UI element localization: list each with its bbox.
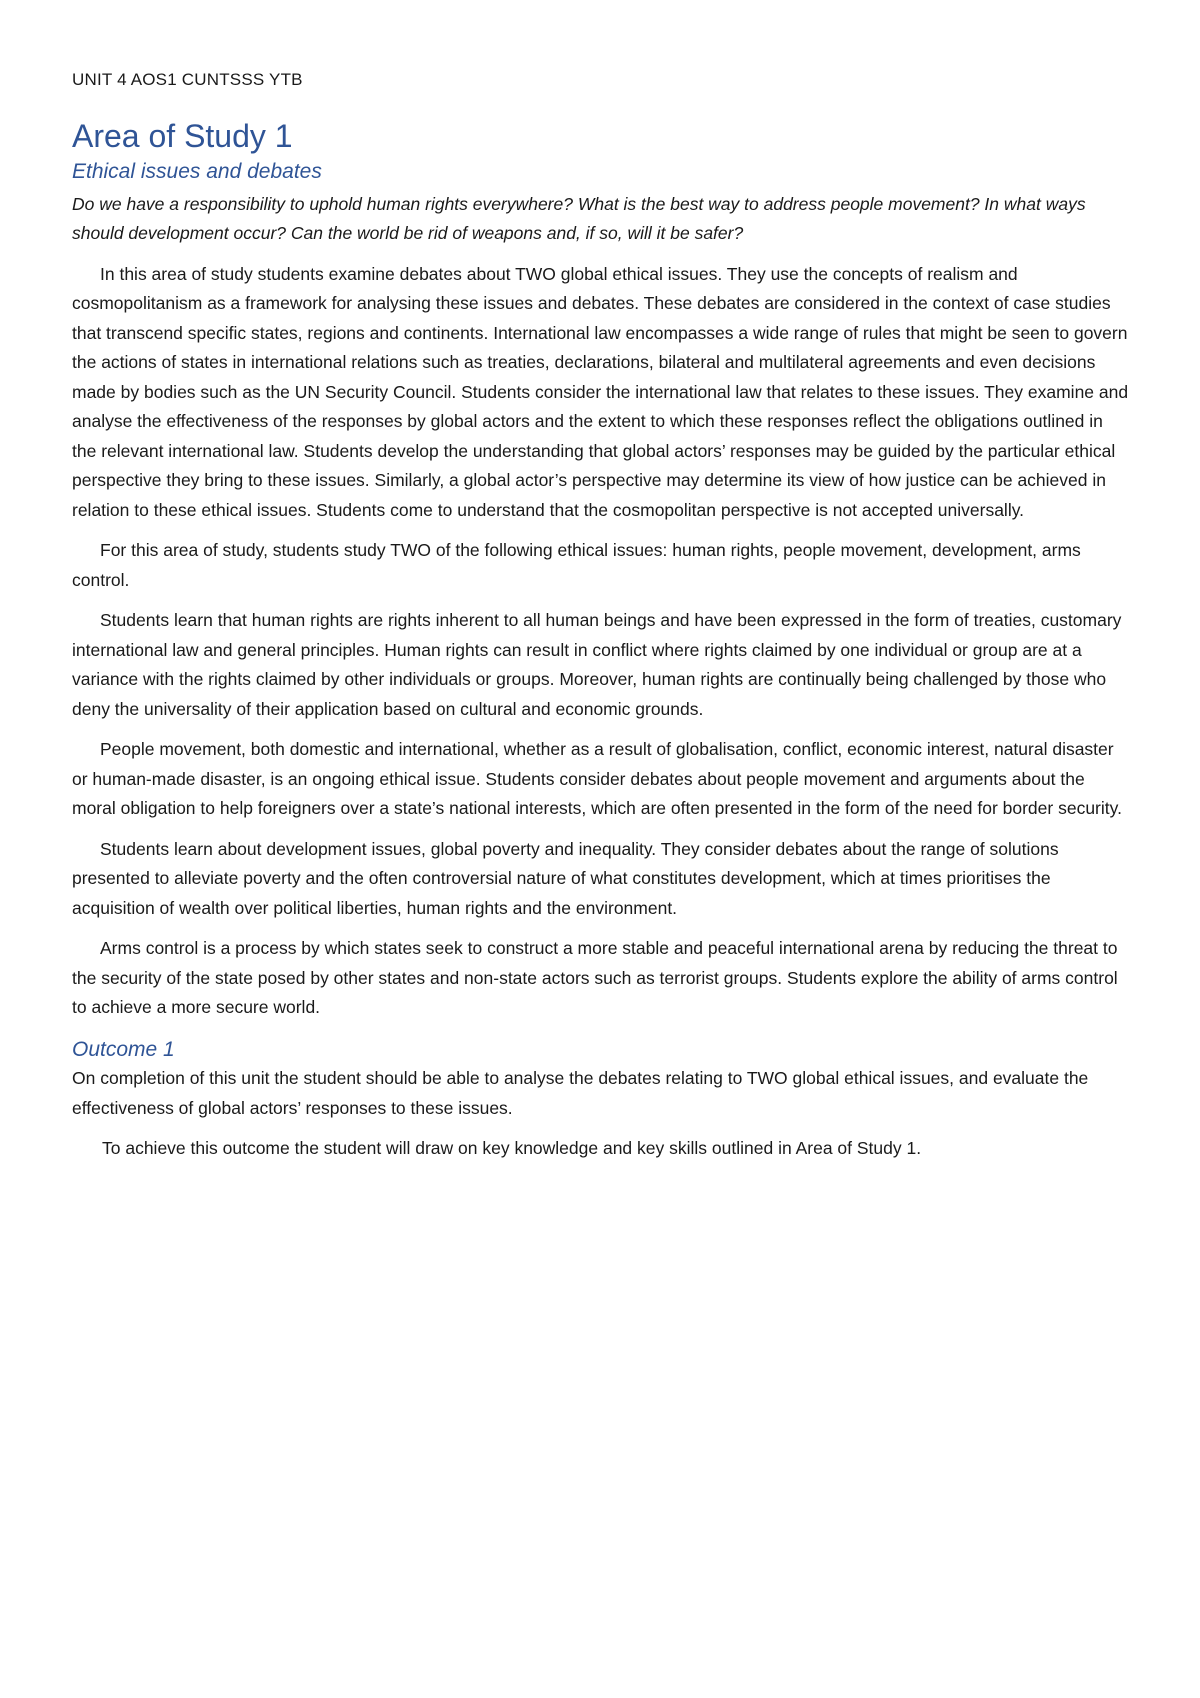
document-page [72, 70, 1132, 1164]
paragraph-intro: In this area of study students examine debates about TWO global ethical issues. They use the concepts of realism and cosmopolitanism as a framework for analysing these issues and debates. These debates are considered in the context of case studies that transcend specific states, regions and continents. International law encompasses a wide range of rules that might be seen to govern the actions of states in international relations such as treaties, declarations, bilateral and multilateral agreements and even decisions made by bodies such as the UN Security Council. Students consider the international law that relates to these issues. They examine and analyse the effectiveness of the responses by global actors and the extent to which these responses reflect the obligations outlined in the relevant international law. Students develop the understanding that global actors’ responses may be guided by the particular ethical perspective they bring to these issues. Similarly, a global actor’s perspective may determine its view of how justice can be achieved in relation to these ethical issues. Students come to understand that the cosmopolitan perspective is not accepted universally. [72, 263, 1129, 520]
key-questions: Do we have a responsibility to uphold human rights everywhere? What is the best way to address people movement? In what ways should development occur? Can the world be rid of weapons and, if so, will it be safer? [72, 193, 1086, 243]
outcome-heading: Outcome 1 [72, 1037, 175, 1061]
page-header: UNIT 4 AOS1 CUNTSSS YTB [72, 70, 303, 89]
paragraph-people-movement: People movement, both domestic and international, whether as a result of globalisation, conflict, economic interest, natural disaster or human-made disaster, is an ongoing ethical issue. Students consider debates about people movement and arguments about the moral obligation to help foreigners over a state’s national interests, which are often presented in the form of the need for border security. [72, 739, 1122, 819]
paragraph-arms-control: Arms control is a process by which states seek to construct a more stable and peaceful international arena by reducing the threat to the security of the state posed by other states and non-state actors such as terrorist groups. Students explore the ability of arms control to achieve a more secure world. [72, 938, 1118, 1018]
outcome-note: To achieve this outcome the student will draw on key knowledge and key skills outlined in Area of Study 1. [102, 1138, 922, 1159]
page-title: Area of Study 1 [72, 118, 293, 154]
paragraph-issue-choice: For this area of study, students study TWO of the following ethical issues: human rights, people movement, development, arms control. [72, 540, 1081, 590]
outcome-text: On completion of this unit the student should be able to analyse the debates relating to TWO global ethical issues, and evaluate the effectiveness of global actors’ responses to these issues. [72, 1068, 1089, 1118]
page-subtitle: Ethical issues and debates [72, 159, 322, 183]
paragraph-human-rights: Students learn that human rights are rights inherent to all human beings and have been expressed in the form of treaties, customary international law and general principles. Human rights can result in conflict where rights claimed by one individual or group are at a variance with the rights claimed by other individuals or groups. Moreover, human rights are continually being challenged by those who deny the universality of their application based on cultural and economic grounds. [72, 610, 1122, 719]
paragraph-development: Students learn about development issues, global poverty and inequality. They consider debates about the range of solutions presented to alleviate poverty and the often controversial nature of what constitutes development, which at times prioritises the acquisition of wealth over political liberties, human rights and the environment. [72, 838, 1059, 918]
